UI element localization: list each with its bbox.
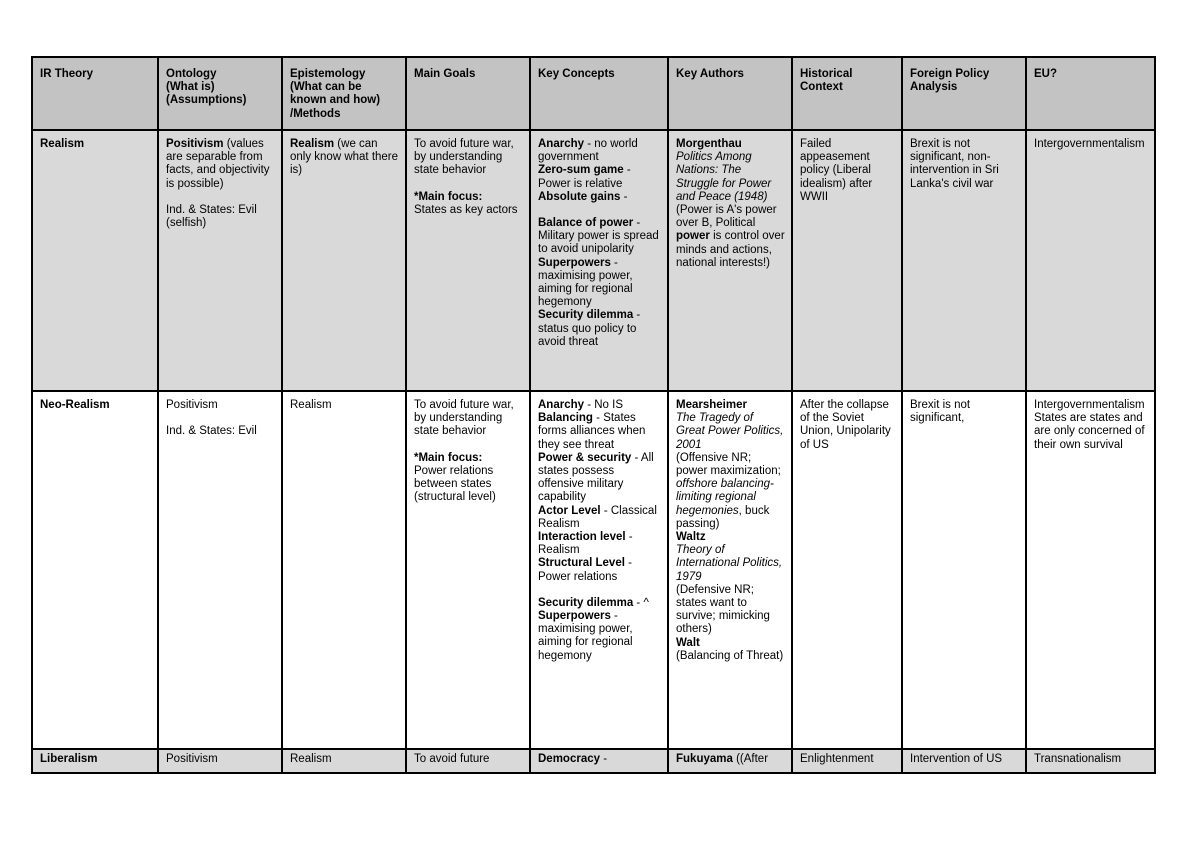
concept-term: Security dilemma (538, 596, 634, 609)
concept-item (538, 412, 661, 452)
realism-ontology-line2: Ind. & States: Evil (selfish) (166, 203, 257, 230)
concept-item (538, 597, 661, 610)
concept-description: - maximising power, aiming for regional hegemony (538, 256, 633, 309)
realism-theory: Realism (32, 130, 158, 391)
liberalism-ontology: Positivism (158, 749, 282, 773)
concept-description: - Power relations (538, 557, 632, 583)
neo-author-1: Mearsheimer (676, 399, 747, 411)
concept-term: Anarchy (538, 138, 585, 150)
liberalism-key-authors (668, 749, 792, 773)
header-key-authors: Key Authors (668, 57, 792, 130)
realism-historical-context: Failed appeasement policy (Liberal idealism) after WWII (792, 130, 902, 391)
header-ontology-text: Ontology (What is) (Assumptions) (166, 68, 247, 107)
realism-author-note-c: is control over minds and actions, national interests!) (676, 230, 785, 269)
neo-author-1-work: The Tragedy of Great Power Politics, 2001 (676, 412, 784, 451)
concept-item (538, 531, 661, 557)
concept-term: Balancing (538, 412, 593, 425)
concept-description: - No IS (584, 399, 624, 411)
table-row (32, 749, 1155, 773)
realism-author-note-b: power (676, 230, 710, 243)
neo-author-3: Walt (676, 636, 700, 649)
neo-foreign-policy: Brexit is not significant, (902, 391, 1026, 749)
concept-term: Security dilemma (538, 309, 634, 322)
concept-term: Power & security (538, 451, 632, 464)
concept-item (538, 309, 661, 349)
concept-item (538, 257, 661, 310)
neo-main-goals (406, 391, 530, 749)
liberalism-author-bold: Fukuyama (676, 753, 733, 765)
neo-realism-theory: Neo-Realism (32, 391, 158, 749)
neo-author-2-work: Theory of International Politics, 1979 (676, 544, 783, 583)
concept-item (538, 452, 661, 505)
concept-item (538, 557, 661, 583)
concept-item (538, 610, 661, 663)
concept-description: - Power is relative (538, 164, 631, 190)
neo-eu (1026, 391, 1155, 749)
realism-key-authors (668, 130, 792, 391)
realism-ontology-bold: Positivism (166, 138, 224, 150)
liberalism-main-goals: To avoid future (406, 749, 530, 773)
realism-goals-text: To avoid future war, by understanding state behavior (414, 138, 514, 177)
table-row (32, 130, 1155, 391)
neo-eu-line1: Intergovernmentalism (1034, 399, 1145, 411)
concept-term: Balance of power (538, 217, 634, 230)
header-epistemology: Epistemology (What can be known and how) /Methods (282, 57, 406, 130)
liberalism-concept-text: - (600, 753, 608, 765)
neo-author-3-note: (Balancing of Threat) (676, 649, 784, 662)
realism-epistemology-rest: (we can only know what there is) (290, 138, 399, 177)
header-historical-context: Historical Context (792, 57, 902, 130)
table-row (32, 391, 1155, 749)
realism-author-note-a: (Power is A's power over B, Political (676, 204, 777, 230)
neo-eu-line2: States are states and are only concerned of their own survival (1034, 412, 1145, 451)
liberalism-epistemology: Realism (282, 749, 406, 773)
concept-description: - maximising power, aiming for regional hegemony (538, 610, 633, 662)
realism-ontology-rest: (values are separable from facts, and objectivity is possible) (166, 138, 270, 190)
concept-item (538, 191, 661, 204)
concept-item (538, 505, 661, 531)
neo-ontology-line2: Ind. & States: Evil (166, 425, 257, 438)
concept-description: - ^ (633, 596, 649, 609)
neo-ontology-line1: Positivism (166, 399, 218, 411)
header-main-goals: Main Goals (406, 57, 530, 130)
realism-foreign-policy: Brexit is not significant, non-intervention in Sri Lanka's civil war (902, 130, 1026, 391)
concept-description: - Realism (538, 531, 633, 557)
neo-historical-context: After the collapse of the Soviet Union, Unipolarity of US (792, 391, 902, 749)
realism-epistemology-bold: Realism (290, 138, 335, 150)
concept-description: - States forms alliances when they see threat (538, 412, 646, 451)
liberalism-eu: Transnationalism (1026, 749, 1155, 773)
neo-epistemology: Realism (282, 391, 406, 749)
concept-item (538, 217, 661, 257)
concept-term: Superpowers (538, 610, 611, 623)
liberalism-theory: Liberalism (32, 749, 158, 773)
concept-description: - All states possess offensive military capability (538, 451, 654, 504)
liberalism-foreign-policy: Intervention of US (902, 749, 1026, 773)
concept-description: - (620, 190, 628, 203)
concept-item (538, 138, 661, 164)
neo-goals-text: To avoid future war, by understanding state behavior (414, 399, 514, 438)
neo-goals-focus: Power relations between states (structural level) (414, 464, 496, 504)
realism-ontology (158, 130, 282, 391)
concept-description: - status quo policy to avoid threat (538, 309, 641, 348)
realism-author-work: Politics Among Nations: The Struggle for Power and Peace (1948) (676, 151, 772, 203)
concept-term: Interaction level (538, 531, 626, 544)
neo-key-concepts (530, 391, 668, 749)
concept-term: Absolute gains (538, 190, 621, 203)
realism-key-concepts (530, 130, 668, 391)
concept-description: - Classical Realism (538, 504, 657, 530)
header-foreign-policy-analysis: Foreign Policy Analysis (902, 57, 1026, 130)
neo-goals-focus-label: *Main focus: (414, 451, 483, 464)
header-eu: EU? (1026, 57, 1155, 130)
neo-author-2: Waltz (676, 531, 706, 544)
realism-eu: Intergovernmentalism (1026, 130, 1155, 391)
realism-goals-focus: States as key actors (414, 203, 518, 216)
neo-author-2-note: (Defensive NR; states want to survive; mimicking others) (676, 583, 770, 636)
neo-ontology (158, 391, 282, 749)
neo-author-1-note-a: (Offensive NR; power maximization; (676, 451, 781, 478)
header-key-concepts: Key Concepts (530, 57, 668, 130)
realism-main-goals (406, 130, 530, 391)
concept-item (538, 399, 661, 412)
concept-term: Structural Level (538, 557, 625, 570)
concept-description: - no world government (538, 138, 638, 164)
realism-author-name: Morgenthau (676, 138, 742, 150)
liberalism-historical-context: Enlightenment (792, 749, 902, 773)
header-ir-theory: IR Theory (32, 57, 158, 130)
concept-item (538, 164, 661, 190)
neo-author-1-note-b: offshore balancing- limiting regional hegemonies (676, 478, 774, 517)
ir-theory-table (31, 56, 1156, 774)
concept-description: - Military power is spread to avoid unipolarity (538, 217, 659, 256)
header-ontology (158, 57, 282, 130)
liberalism-author-text: ((After (732, 753, 769, 765)
liberalism-concept-bold: Democracy (538, 753, 601, 765)
neo-key-authors (668, 391, 792, 749)
table-header-row (32, 57, 1155, 130)
concept-term: Anarchy (538, 399, 585, 411)
liberalism-key-concepts (530, 749, 668, 773)
realism-goals-focus-label: *Main focus: (414, 190, 483, 203)
concept-term: Zero-sum game (538, 164, 624, 177)
concept-term: Superpowers (538, 256, 611, 269)
realism-epistemology (282, 130, 406, 391)
neo-author-1-note-c: , buck passing) (676, 504, 770, 530)
concept-term: Actor Level (538, 504, 601, 517)
